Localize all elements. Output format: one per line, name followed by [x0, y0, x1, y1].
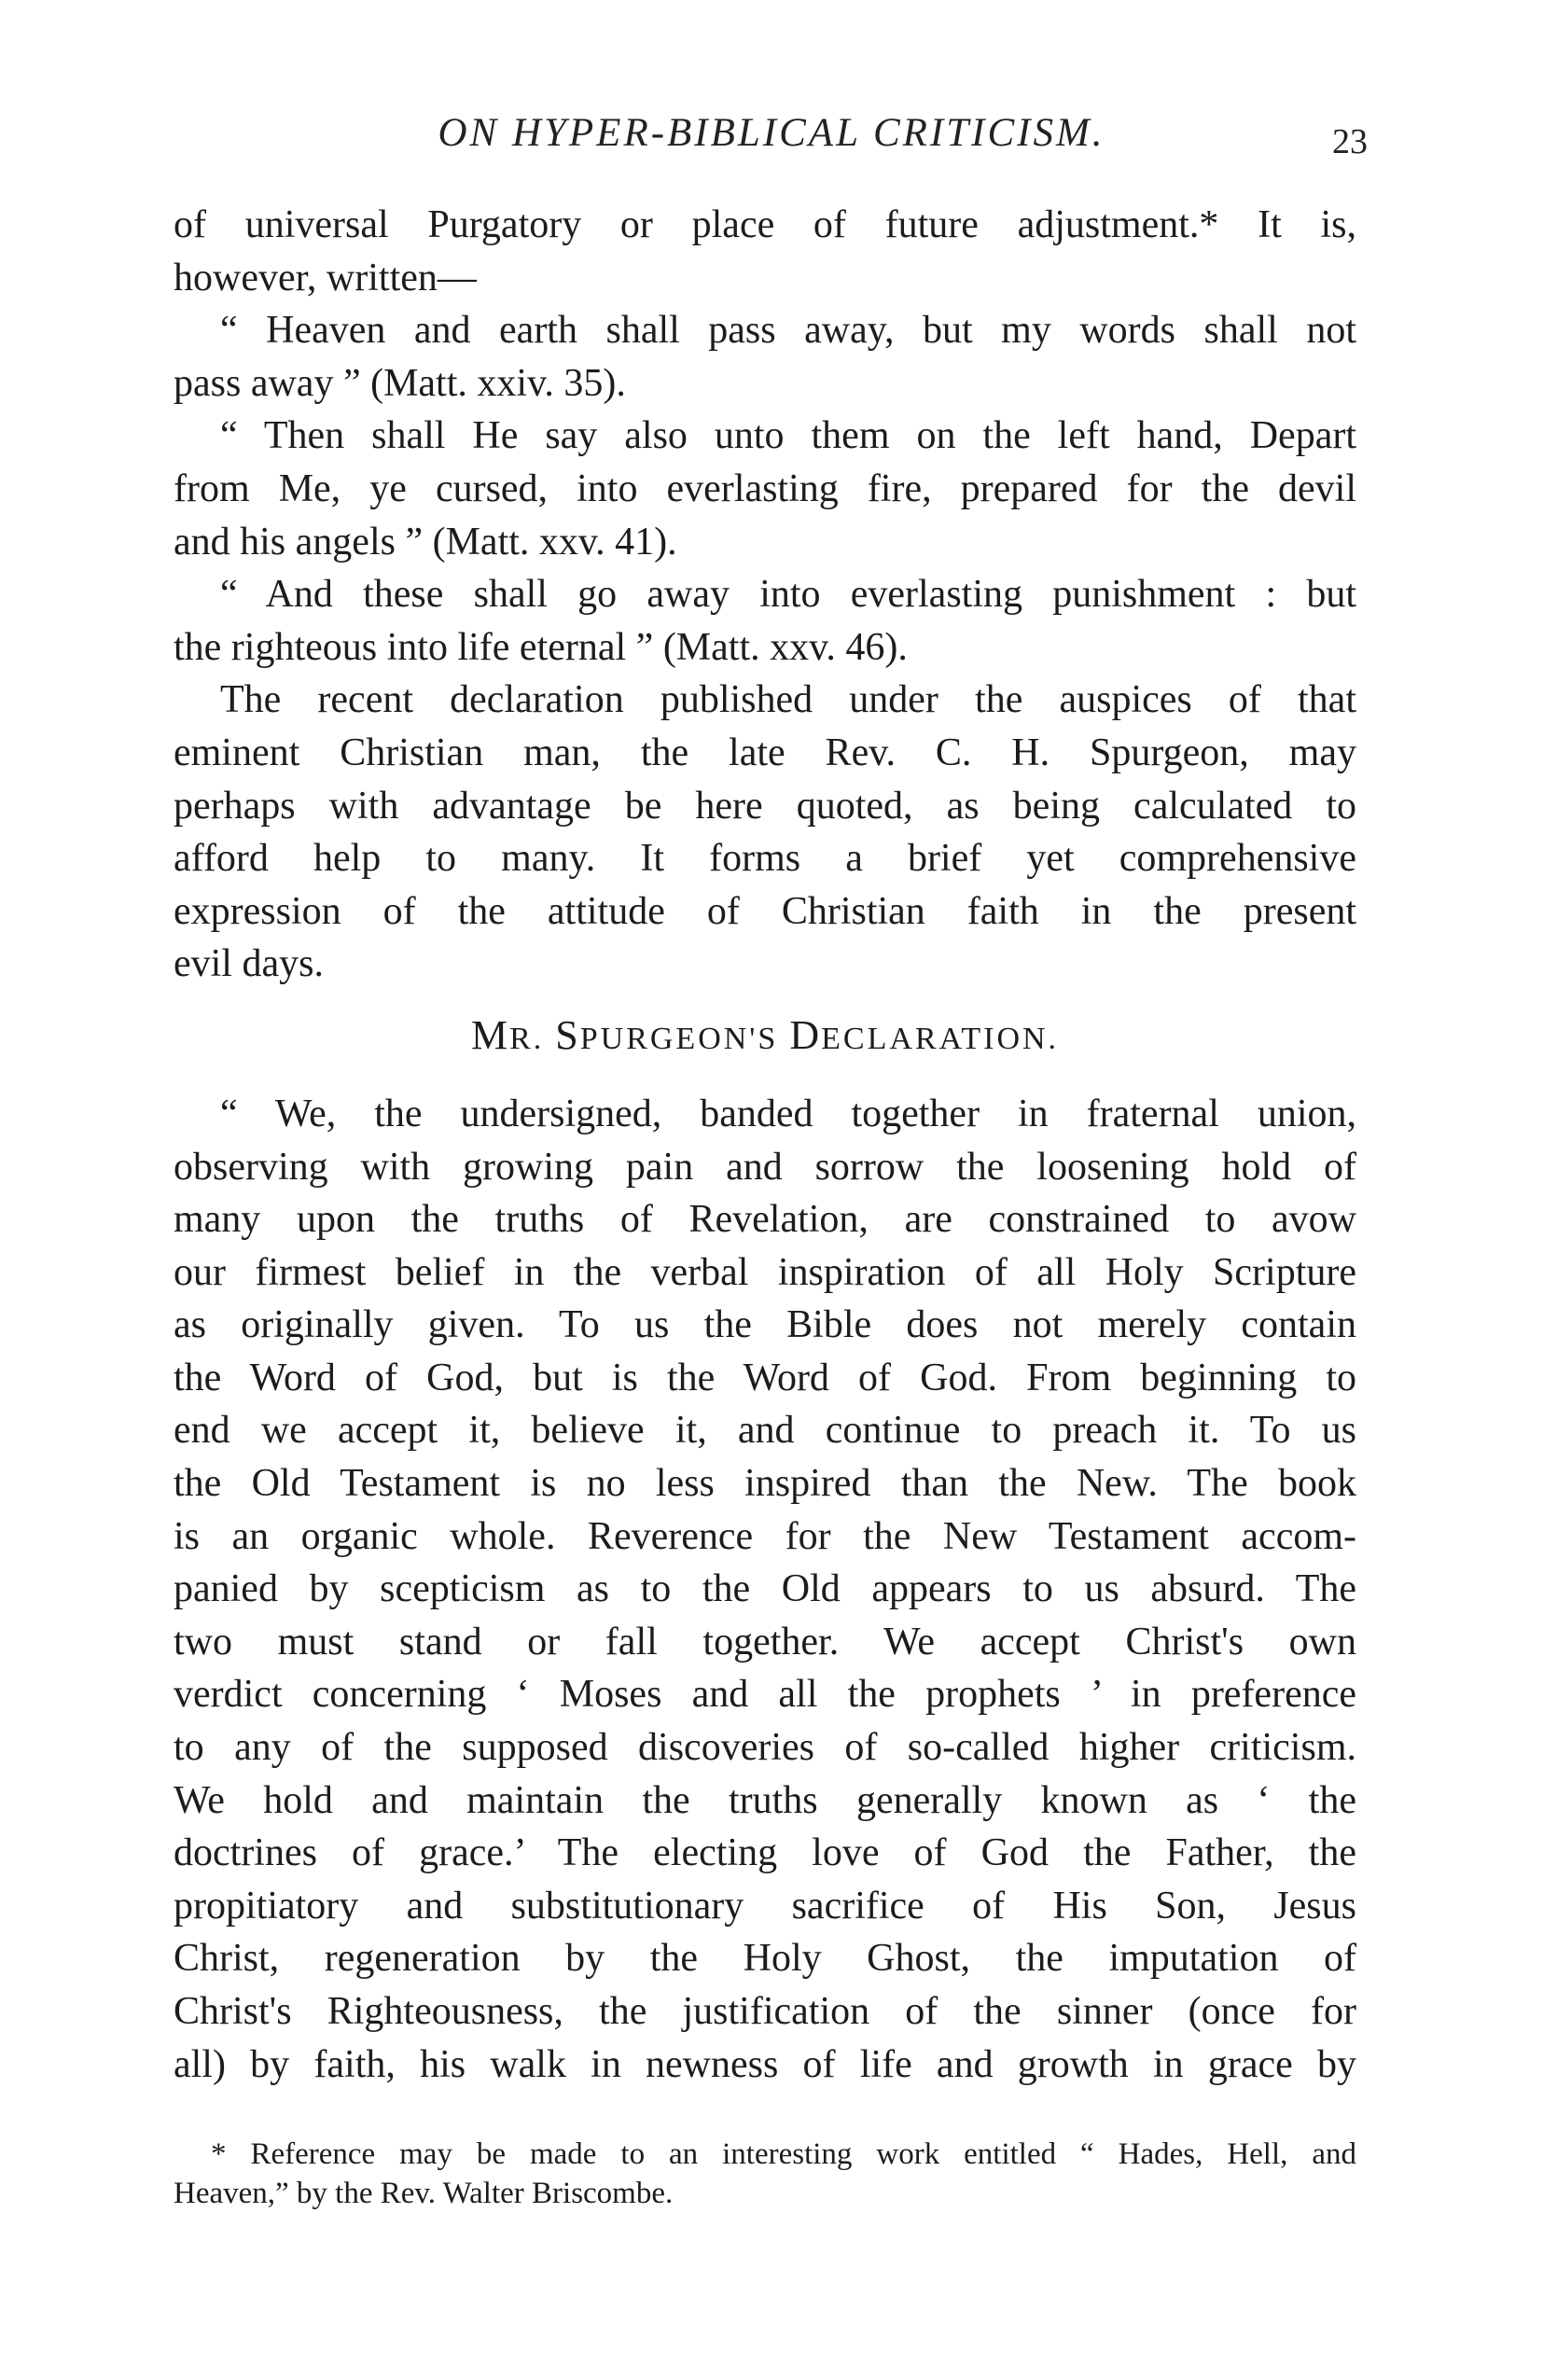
text-line: doctrines of grace.’ The electing love of God the Father, the	[174, 1831, 1356, 1875]
text-line: pass away ” (Matt. xxiv. 35).	[174, 361, 626, 405]
text-line: to any of the supposed discoveries of so-called higher criticism.	[174, 1726, 1356, 1770]
footnote-line: Heaven,” by the Rev. Walter Briscombe.	[174, 2177, 674, 2210]
main-text	[174, 199, 1356, 2091]
running-title: ON HYPER-BIBLICAL CRITICISM.	[438, 111, 1105, 155]
text-line: the righteous into life eternal ” (Matt. xxv. 46).	[174, 625, 908, 669]
text-line: panied by scepticism as to the Old appears to us absurd. The	[174, 1567, 1356, 1611]
text-line: however, written—	[174, 256, 477, 299]
text-line: perhaps with advantage be here quoted, as being calculated to	[174, 784, 1356, 828]
heading-part: M	[470, 1011, 510, 1058]
heading-part: S	[555, 1011, 580, 1058]
text-line: evil days.	[174, 942, 324, 986]
footnote	[174, 2135, 1356, 2213]
text-line: propitiatory and substitutionary sacrifice of His Son, Jesus	[174, 1884, 1356, 1928]
text-line: verdict concerning ‘ Moses and all the prophets ’ in preference	[174, 1673, 1356, 1717]
text-line: and his angels ” (Matt. xxv. 41).	[174, 520, 677, 564]
running-head	[0, 110, 1543, 166]
heading-part: PURGEON'S	[579, 1021, 779, 1056]
text-line: as originally given. To us the Bible does not merely contain	[174, 1303, 1356, 1347]
text-line: “ Then shall He say also unto them on the left hand, Depart	[220, 414, 1356, 458]
page-number: 23	[1332, 122, 1368, 161]
text-line: expression of the attitude of Christian faith in the present	[174, 889, 1356, 933]
text-line: The recent declaration published under the auspices of that	[220, 678, 1356, 722]
text-line: many upon the truths of Revelation, are constrained to avow	[174, 1198, 1356, 1242]
text-line: end we accept it, believe it, and continue to preach it. To us	[174, 1409, 1356, 1453]
footnote-line: * Reference may be made to an interesting work entitled “ Hades, Hell, and	[211, 2137, 1356, 2171]
text-line: of universal Purgatory or place of future adjustment.* It is,	[174, 203, 1356, 246]
text-line: our firmest belief in the verbal inspiration of all Holy Scripture	[174, 1250, 1356, 1294]
heading-part: ECLARATION.	[821, 1021, 1060, 1056]
text-line: We hold and maintain the truths generally known as ‘ the	[174, 1778, 1356, 1822]
text-line: Christ's Righteousness, the justification of the sinner (once for	[174, 1990, 1356, 2033]
text-line: two must stand or fall together. We accept Christ's own	[174, 1620, 1356, 1663]
text-line: the Old Testament is no less inspired than the New. The book	[174, 1462, 1356, 1506]
text-line: the Word of God, but is the Word of God. From beginning to	[174, 1356, 1356, 1399]
text-line: from Me, ye cursed, into everlasting fire, prepared for the devil	[174, 466, 1356, 510]
text-line: “ Heaven and earth shall pass away, but my words shall not	[220, 309, 1356, 353]
text-line: “ We, the undersigned, banded together in fraternal union,	[220, 1092, 1356, 1135]
section-heading	[174, 998, 1356, 1073]
text-line: eminent Christian man, the late Rev. C. H. Spurgeon, may	[174, 731, 1356, 774]
heading-part: R.	[509, 1021, 545, 1056]
heading-part: D	[789, 1011, 822, 1058]
text-line: observing with growing pain and sorrow the loosening hold of	[174, 1145, 1356, 1189]
text-line: Christ, regeneration by the Holy Ghost, the imputation of	[174, 1937, 1356, 1981]
text-line: is an organic whole. Reverence for the New Testament accom-	[174, 1514, 1356, 1558]
text-line: afford help to many. It forms a brief yet comprehensive	[174, 837, 1356, 881]
text-line: all) by faith, his walk in newness of life and growth in grace by	[174, 2042, 1356, 2086]
text-line: “ And these shall go away into everlasting punishment : but	[220, 573, 1356, 617]
